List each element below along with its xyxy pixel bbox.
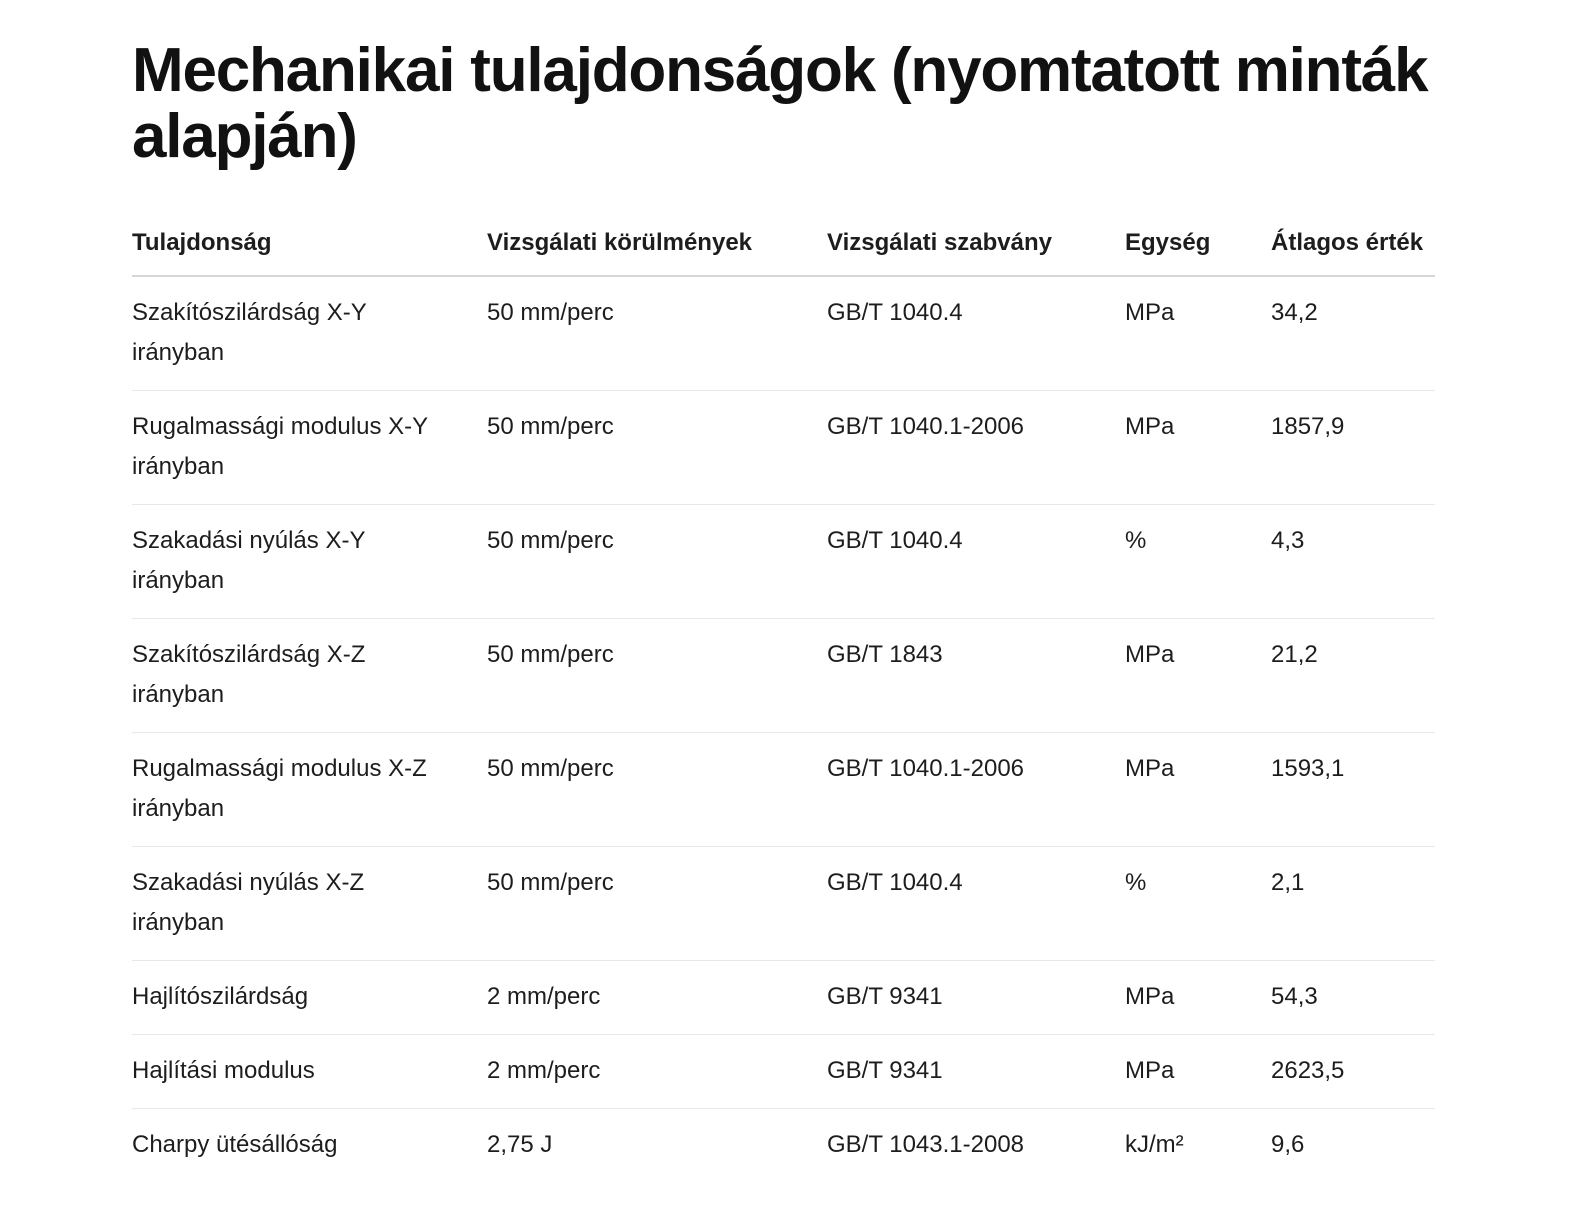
cell-unit: % (1125, 847, 1271, 961)
header-test-standard: Vizsgálati szabvány (827, 229, 1125, 276)
cell-average-value: 34,2 (1271, 276, 1435, 391)
table-row (132, 847, 1435, 961)
table-row (132, 391, 1435, 505)
cell-test-conditions: 2,75 J (487, 1131, 553, 1158)
cell-test-standard: GB/T 1040.1-2006 (827, 733, 1125, 847)
cell-property: Szakadási nyúlás X-Y irányban (132, 505, 487, 619)
cell-property: Charpy ütésállóság (132, 1131, 338, 1158)
table-row (132, 276, 1435, 391)
table-row (132, 619, 1435, 733)
cell-property: Szakadási nyúlás X-Z irányban (132, 847, 487, 961)
cell-unit: MPa (1125, 1035, 1271, 1109)
cell-test-standard: GB/T 9341 (827, 961, 1125, 1035)
content (132, 36, 1435, 1158)
cell-unit: MPa (1125, 619, 1271, 733)
cell-unit: MPa (1125, 391, 1271, 505)
table-row (132, 961, 1435, 1035)
cell-average-value: 21,2 (1271, 619, 1435, 733)
cell-unit: kJ/m² (1125, 1131, 1184, 1158)
cell-average-value: 9,6 (1271, 1131, 1305, 1158)
cell-unit: MPa (1125, 276, 1271, 391)
cell-test-conditions: 2 mm/perc (487, 1035, 827, 1109)
table-row (132, 505, 1435, 619)
cell-average-value: 2,1 (1271, 847, 1435, 961)
cell-property: Rugalmassági modulus X-Z irányban (132, 733, 487, 847)
cell-unit: % (1125, 505, 1271, 619)
cell-test-standard: GB/T 9341 (827, 1035, 1125, 1109)
cell-property: Hajlítószilárdság (132, 961, 487, 1035)
cell-average-value: 4,3 (1271, 505, 1435, 619)
page-title: Mechanikai tulajdonságok (nyomtatott minták alapján) (132, 36, 1428, 171)
cell-test-standard: GB/T 1040.1-2006 (827, 391, 1125, 505)
table-row (132, 1109, 1435, 1183)
cell-property: Szakítószilárdság X-Y irányban (132, 276, 487, 391)
cell-average-value: 1857,9 (1271, 391, 1435, 505)
header-property: Tulajdonság (132, 229, 487, 276)
table-row (132, 733, 1435, 847)
cell-test-conditions: 50 mm/perc (487, 276, 827, 391)
cell-test-standard: GB/T 1040.4 (827, 847, 1125, 961)
cell-test-conditions: 50 mm/perc (487, 391, 827, 505)
cell-average-value: 2623,5 (1271, 1035, 1435, 1109)
table-row (132, 1035, 1435, 1109)
cell-unit: MPa (1125, 733, 1271, 847)
cell-test-conditions: 50 mm/perc (487, 619, 827, 733)
cell-test-conditions: 50 mm/perc (487, 733, 827, 847)
cell-property: Szakítószilárdság X-Z irányban (132, 619, 487, 733)
cell-test-conditions: 2 mm/perc (487, 961, 827, 1035)
cell-test-conditions: 50 mm/perc (487, 505, 827, 619)
header-average-value: Átlagos érték (1271, 229, 1435, 276)
cell-property: Hajlítási modulus (132, 1035, 487, 1109)
properties-table (132, 229, 1435, 1182)
table-header-row (132, 229, 1435, 276)
cell-test-conditions: 50 mm/perc (487, 847, 827, 961)
cell-unit: MPa (1125, 961, 1271, 1035)
header-test-conditions: Vizsgálati körülmények (487, 229, 827, 276)
cell-average-value: 54,3 (1271, 961, 1435, 1035)
cell-test-standard: GB/T 1040.4 (827, 276, 1125, 391)
cell-test-standard: GB/T 1043.1-2008 (827, 1131, 1025, 1158)
cell-test-standard: GB/T 1040.4 (827, 505, 1125, 619)
cell-property: Rugalmassági modulus X-Y irányban (132, 391, 487, 505)
cell-average-value: 1593,1 (1271, 733, 1435, 847)
header-unit: Egység (1125, 229, 1271, 276)
cell-test-standard: GB/T 1843 (827, 619, 1125, 733)
